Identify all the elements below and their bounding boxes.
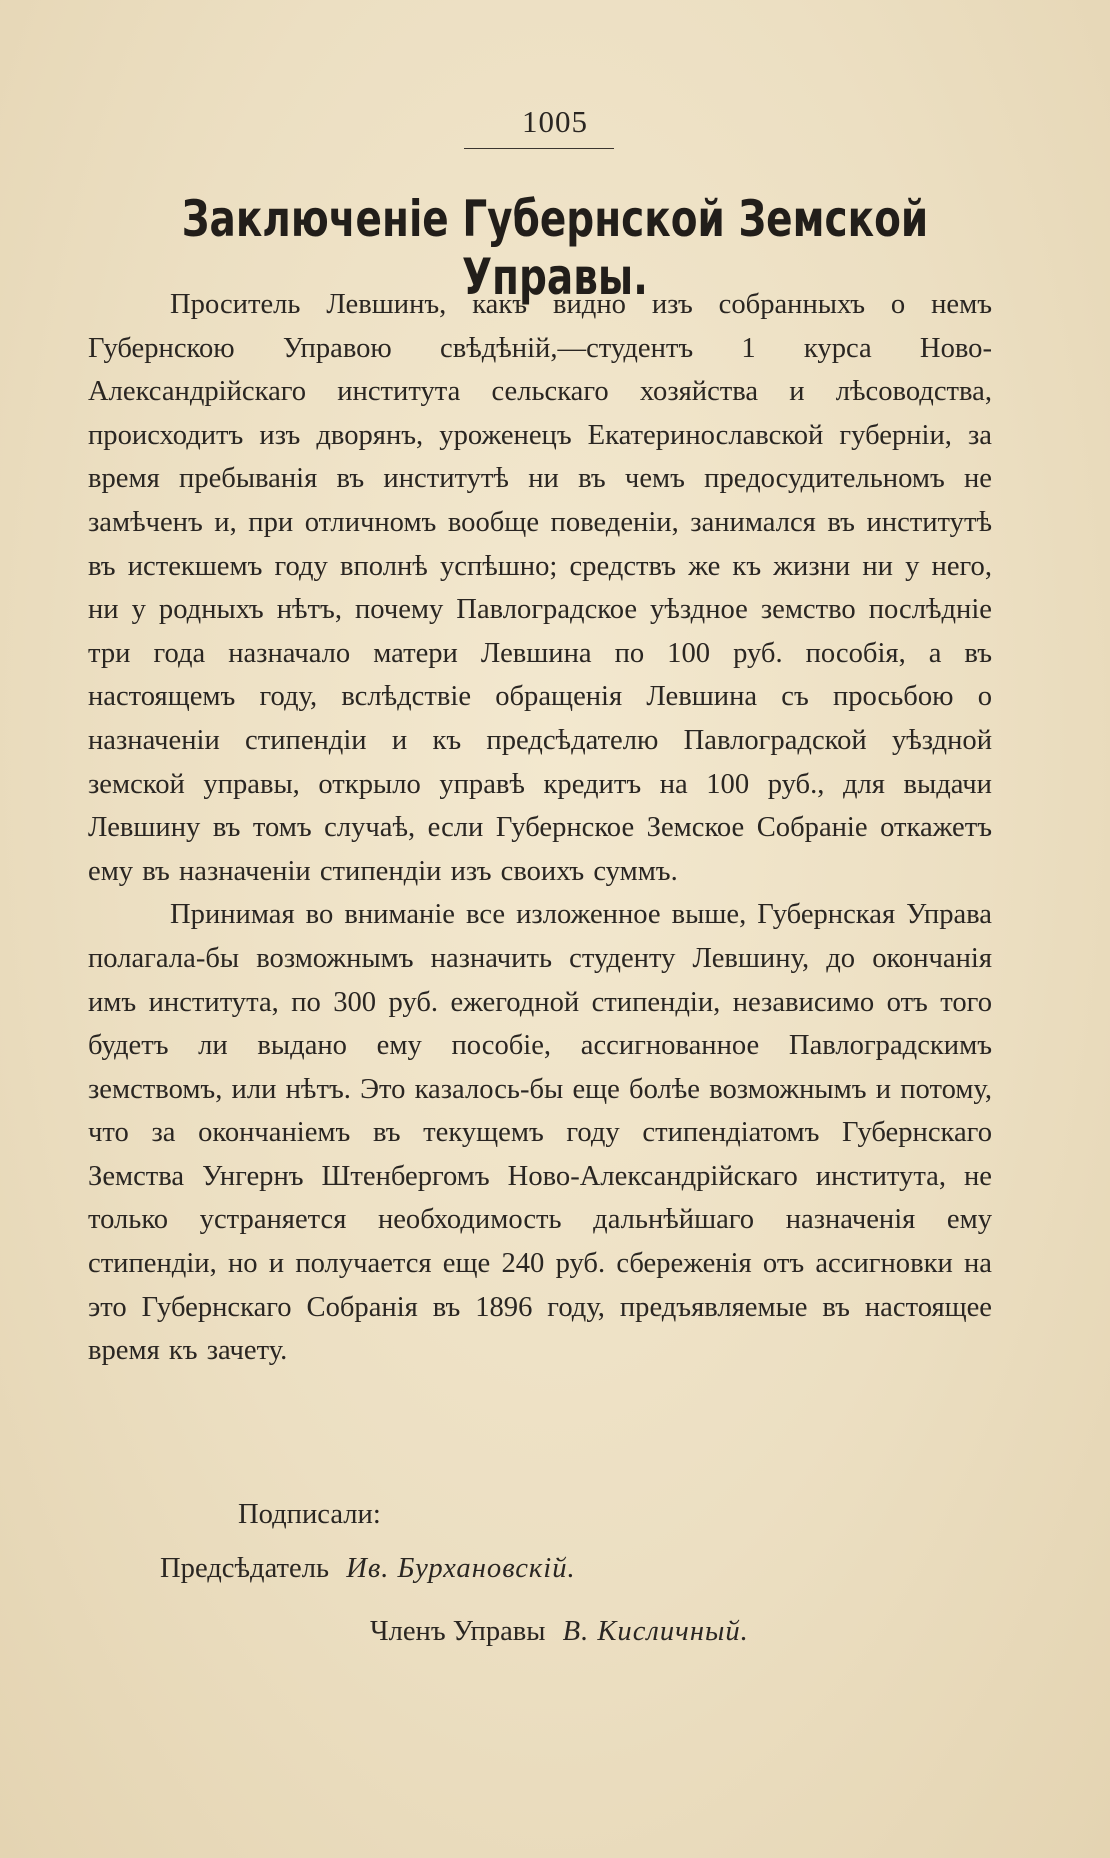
signature-name: Ив. Бурхановскій. (346, 1553, 576, 1584)
body-text (88, 283, 992, 1373)
signature-member (370, 1616, 749, 1648)
signed-label: Подписали: (238, 1499, 381, 1530)
page-number: 1005 (522, 104, 588, 139)
paragraph-2: Принимая во вниманіе все изложенное выше, Губернская Управа полагала-бы возможнымъ назначить студенту Левшину, до окончанія имъ института, по 300 руб. ежегодной стипендіи, независимо отъ того будетъ ли выдано ему пособіе, ассигнованное Павлоградскимъ земствомъ, или нѣтъ. Это казалось-бы еще болѣе возможнымъ и потому, что за окончаніемъ въ текущемъ году стипендіатомъ Губернскаго Земства Унгернъ Штенбергомъ Ново-Александрійскаго института, не только устраняется необходимость дальнѣйшаго назначенія ему стипендіи, но и получается еще 240 руб. сбереженія отъ ассигновки на это Губернскаго Собранія въ 1896 году, предъявляемые въ настоящее время къ зачету. (88, 899, 992, 1367)
paragraph-1: Проситель Левшинъ, какъ видно изъ собранныхъ о немъ Губернскою Управою свѣдѣній,—студентъ 1 курса Ново-Александрійскаго института сельскаго хозяйства и лѣсоводства, происходитъ изъ дворянъ, уроженецъ Екатеринославской губерніи, за время пребыванія въ институтѣ ни въ чемъ предосудительномъ не замѣченъ и, при отличномъ вообще поведеніи, занимался въ институтѣ въ истекшемъ году вполнѣ успѣшно; средствъ же къ жизни ни у него, ни у родныхъ нѣтъ, почему Павлоградское уѣздное земство послѣдніе три года назначало матери Левшина по 100 руб. пособія, а въ настоящемъ году, вслѣдствіе обращенія Левшина съ просьбою о назначеніи стипендіи и къ предсѣдателю Павлоградской уѣздной земской управы, открыло управѣ кредитъ на 100 руб., для выдачи Левшину въ томъ случаѣ, если Губернское Земское Собраніе откажетъ ему въ назначеніи стипендіи изъ своихъ суммъ. (88, 289, 992, 887)
signature-name: В. Кисличный. (562, 1616, 749, 1647)
signature-chairman (160, 1553, 576, 1585)
page-number-rule (464, 148, 614, 149)
signature-role: Предсѣдатель (160, 1553, 330, 1584)
page-title: Заключеніе Губернской Земской Управы. (181, 190, 929, 306)
signature-role: Членъ Управы (370, 1616, 546, 1647)
